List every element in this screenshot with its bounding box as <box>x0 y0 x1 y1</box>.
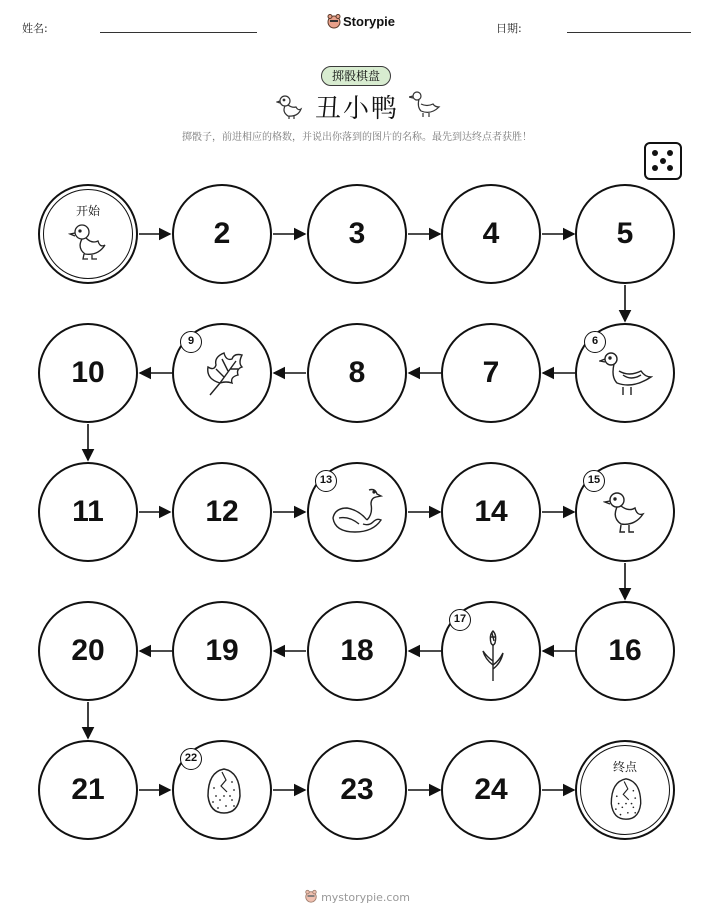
board-cell-7[interactable] <box>441 323 541 423</box>
board-cell-18[interactable] <box>307 601 407 701</box>
cell-number: 19 <box>205 634 239 667</box>
cell-badge-17: 17 <box>449 609 471 631</box>
page-title: 丑小鸭 <box>314 94 399 124</box>
leaf-icon <box>202 349 246 403</box>
cell-badge-6: 6 <box>584 331 606 353</box>
board-cell-start[interactable] <box>38 184 138 284</box>
swan-icon <box>329 486 387 542</box>
board-cell-end[interactable] <box>575 740 675 840</box>
cell-number: 16 <box>608 634 642 667</box>
board-cell-23[interactable] <box>307 740 407 840</box>
cell-badge-22: 22 <box>180 748 202 770</box>
cell-badge-9: 9 <box>180 331 202 353</box>
start-label: 开始 <box>75 204 100 218</box>
storypie-logo-icon <box>304 889 318 906</box>
cell-number: 11 <box>72 495 104 528</box>
cell-number: 2 <box>213 217 231 250</box>
duck-icon <box>599 349 653 403</box>
cell-number: 24 <box>474 773 508 806</box>
board-cell-3[interactable] <box>307 184 407 284</box>
board-cell-11[interactable] <box>38 462 138 562</box>
cell-number: 21 <box>71 773 105 806</box>
cell-number: 10 <box>71 356 105 389</box>
cell-number: 23 <box>340 773 374 806</box>
board-cell-24[interactable] <box>441 740 541 840</box>
game-type-badge: 掷骰棋盘 <box>321 66 391 86</box>
board-cell-21[interactable] <box>38 740 138 840</box>
end-label: 终点 <box>612 760 637 774</box>
cell-badge-13: 13 <box>315 470 337 492</box>
footer <box>0 889 714 906</box>
cell-number: 5 <box>616 217 634 250</box>
cell-number: 14 <box>474 495 508 528</box>
cell-number: 3 <box>348 217 366 250</box>
board-cell-4[interactable] <box>441 184 541 284</box>
cell-number: 7 <box>482 356 500 389</box>
board-cell-14[interactable] <box>441 462 541 562</box>
brand-name: Storypie <box>343 14 396 29</box>
board-cell-10[interactable] <box>38 323 138 423</box>
instructions: 掷骰子，前进相应的格数，并说出你落到的图片的名称。最先到达终点者获胜！ <box>182 132 532 143</box>
footer-url[interactable]: mystorypie.com <box>321 891 410 904</box>
duckling-icon <box>603 488 647 540</box>
board-cell-2[interactable] <box>172 184 272 284</box>
cell-number: 12 <box>205 495 239 528</box>
cell-number: 18 <box>340 634 374 667</box>
cell-number: 8 <box>348 356 366 389</box>
cell-number: 4 <box>482 217 500 250</box>
date-label: 日期: <box>496 22 522 35</box>
board-cell-16[interactable] <box>575 601 675 701</box>
reed-icon <box>479 625 507 687</box>
board-cell-20[interactable] <box>38 601 138 701</box>
egg-icon <box>204 766 244 820</box>
name-label: 姓名: <box>22 22 48 35</box>
board-cell-19[interactable] <box>172 601 272 701</box>
board-cell-12[interactable] <box>172 462 272 562</box>
board-cell-8[interactable] <box>307 323 407 423</box>
cell-badge-15: 15 <box>583 470 605 492</box>
board-cell-5[interactable] <box>575 184 675 284</box>
cell-number: 20 <box>71 634 105 667</box>
egg-icon <box>607 776 645 826</box>
duckling-icon <box>68 220 110 266</box>
